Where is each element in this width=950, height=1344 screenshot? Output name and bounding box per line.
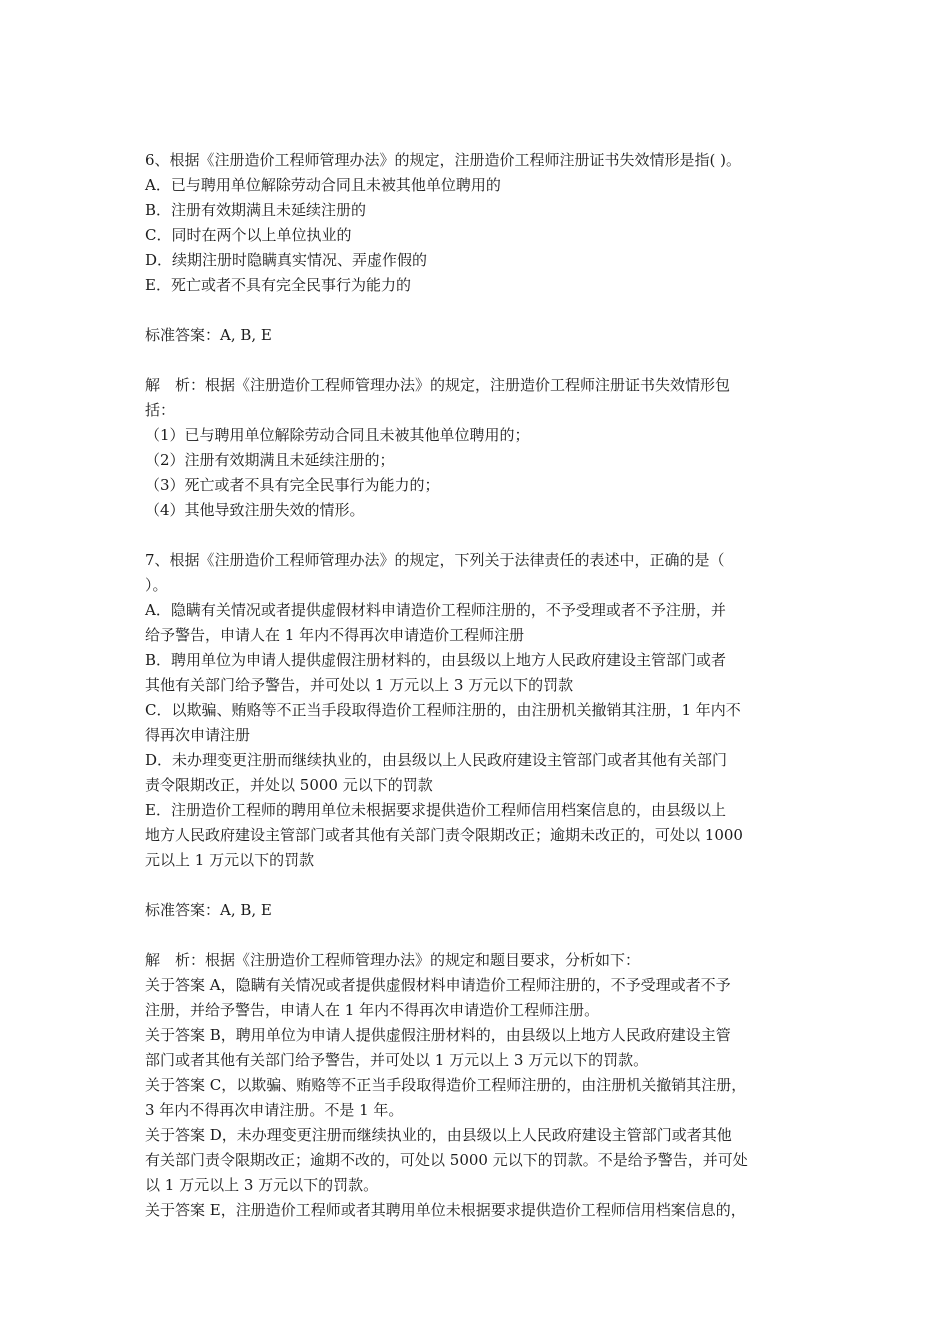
question-7-option-a: A．隐瞒有关情况或者提供虚假材料申请造价工程师注册的，不予受理或者不予注册，并 <box>145 601 726 619</box>
question-7-option-a: 给予警告，申请人在 1 年内不得再次申请造价工程师注册 <box>145 626 525 644</box>
question-7-analysis <box>145 948 825 1223</box>
spacer <box>145 873 825 898</box>
analysis-line: （4）其他导致注册失效的情形。 <box>145 501 365 519</box>
question-6-option-e: E．死亡或者不具有完全民事行为能力的 <box>145 276 411 294</box>
spacer <box>145 298 825 323</box>
analysis-line: 关于答案 A，隐瞒有关情况或者提供虚假材料申请造价工程师注册的，不予受理或者不予 <box>145 976 731 994</box>
question-6-analysis <box>145 373 825 523</box>
question-7-option-c: 得再次申请注册 <box>145 726 251 744</box>
spacer <box>145 523 825 548</box>
analysis-line: 部门或者其他有关部门给予警告，并可处以 1 万元以上 3 万元以下的罚款。 <box>145 1051 649 1069</box>
question-7-option-d: 责令限期改正，并处以 5000 元以下的罚款 <box>145 776 433 794</box>
question-6 <box>145 148 825 298</box>
question-7-stem: 7、根据《注册造价工程师管理办法》的规定，下列关于法律责任的表述中，正确的是（ <box>145 551 725 569</box>
question-7-stem: ）。 <box>145 576 168 594</box>
analysis-line: 有关部门责令限期改正；逾期不改的，可处以 5000 元以下的罚款。不是给予警告，并可处 <box>145 1151 748 1169</box>
spacer <box>145 348 825 373</box>
analysis-line: 注册，并给予警告，申请人在 1 年内不得再次申请造价工程师注册。 <box>145 1001 600 1019</box>
question-6-option-b: B．注册有效期满且未延续注册的 <box>145 201 367 219</box>
question-7-option-e: 元以上 1 万元以下的罚款 <box>145 851 315 869</box>
question-7-option-e: 地方人民政府建设主管部门或者其他有关部门责令限期改正；逾期未改正的，可处以 1000 <box>145 826 743 844</box>
analysis-line: 括： <box>145 401 176 419</box>
analysis-line: 关于答案 E，注册造价工程师或者其聘用单位未根据要求提供造价工程师信用档案信息的， <box>145 1201 746 1219</box>
spacer <box>145 923 825 948</box>
analysis-line: 解 析：根据《注册造价工程师管理办法》的规定和题目要求，分析如下： <box>145 951 641 969</box>
analysis-line: 关于答案 D，未办理变更注册而继续执业的，由县级以上人民政府建设主管部门或者其他 <box>145 1126 732 1144</box>
question-7-option-c: C．以欺骗、贿赂等不正当手段取得造价工程师注册的，由注册机关撤销其注册，1 年内不 <box>145 701 741 719</box>
analysis-line: （1）已与聘用单位解除劳动合同且未被其他单位聘用的； <box>145 426 530 444</box>
analysis-line: （3）死亡或者不具有完全民事行为能力的； <box>145 476 440 494</box>
question-7-option-d: D．未办理变更注册而继续执业的，由县级以上人民政府建设主管部门或者其他有关部门 <box>145 751 728 769</box>
analysis-line: 解 析：根据《注册造价工程师管理办法》的规定，注册造价工程师注册证书失效情形包 <box>145 376 731 394</box>
analysis-line: 关于答案 B，聘用单位为申请人提供虚假注册材料的，由县级以上地方人民政府建设主管 <box>145 1026 731 1044</box>
question-7-option-e: E．注册造价工程师的聘用单位未根据要求提供造价工程师信用档案信息的，由县级以上 <box>145 801 726 819</box>
question-6-option-a: A．已与聘用单位解除劳动合同且未被其他单位聘用的 <box>145 176 501 194</box>
question-6-answer: 标准答案：A, B, E <box>145 326 272 344</box>
analysis-line: （2）注册有效期满且未延续注册的； <box>145 451 395 469</box>
question-7-answer: 标准答案：A, B, E <box>145 901 272 919</box>
analysis-line: 关于答案 C，以欺骗、贿赂等不正当手段取得造价工程师注册的，由注册机关撤销其注册， <box>145 1076 747 1094</box>
question-6-option-c: C．同时在两个以上单位执业的 <box>145 226 352 244</box>
analysis-line: 以 1 万元以上 3 万元以下的罚款。 <box>145 1176 379 1194</box>
analysis-line: 3 年内不得再次申请注册。不是 1 年。 <box>145 1101 404 1119</box>
question-7-option-b: 其他有关部门给予警告，并可处以 1 万元以上 3 万元以下的罚款 <box>145 676 574 694</box>
question-6-option-d: D．续期注册时隐瞒真实情况、弄虚作假的 <box>145 251 428 269</box>
document-page <box>145 148 825 1223</box>
question-7 <box>145 548 825 873</box>
question-7-option-b: B．聘用单位为申请人提供虚假注册材料的，由县级以上地方人民政府建设主管部门或者 <box>145 651 727 669</box>
question-6-stem: 6、根据《注册造价工程师管理办法》的规定，注册造价工程师注册证书失效情形是指( )。 <box>145 151 742 169</box>
